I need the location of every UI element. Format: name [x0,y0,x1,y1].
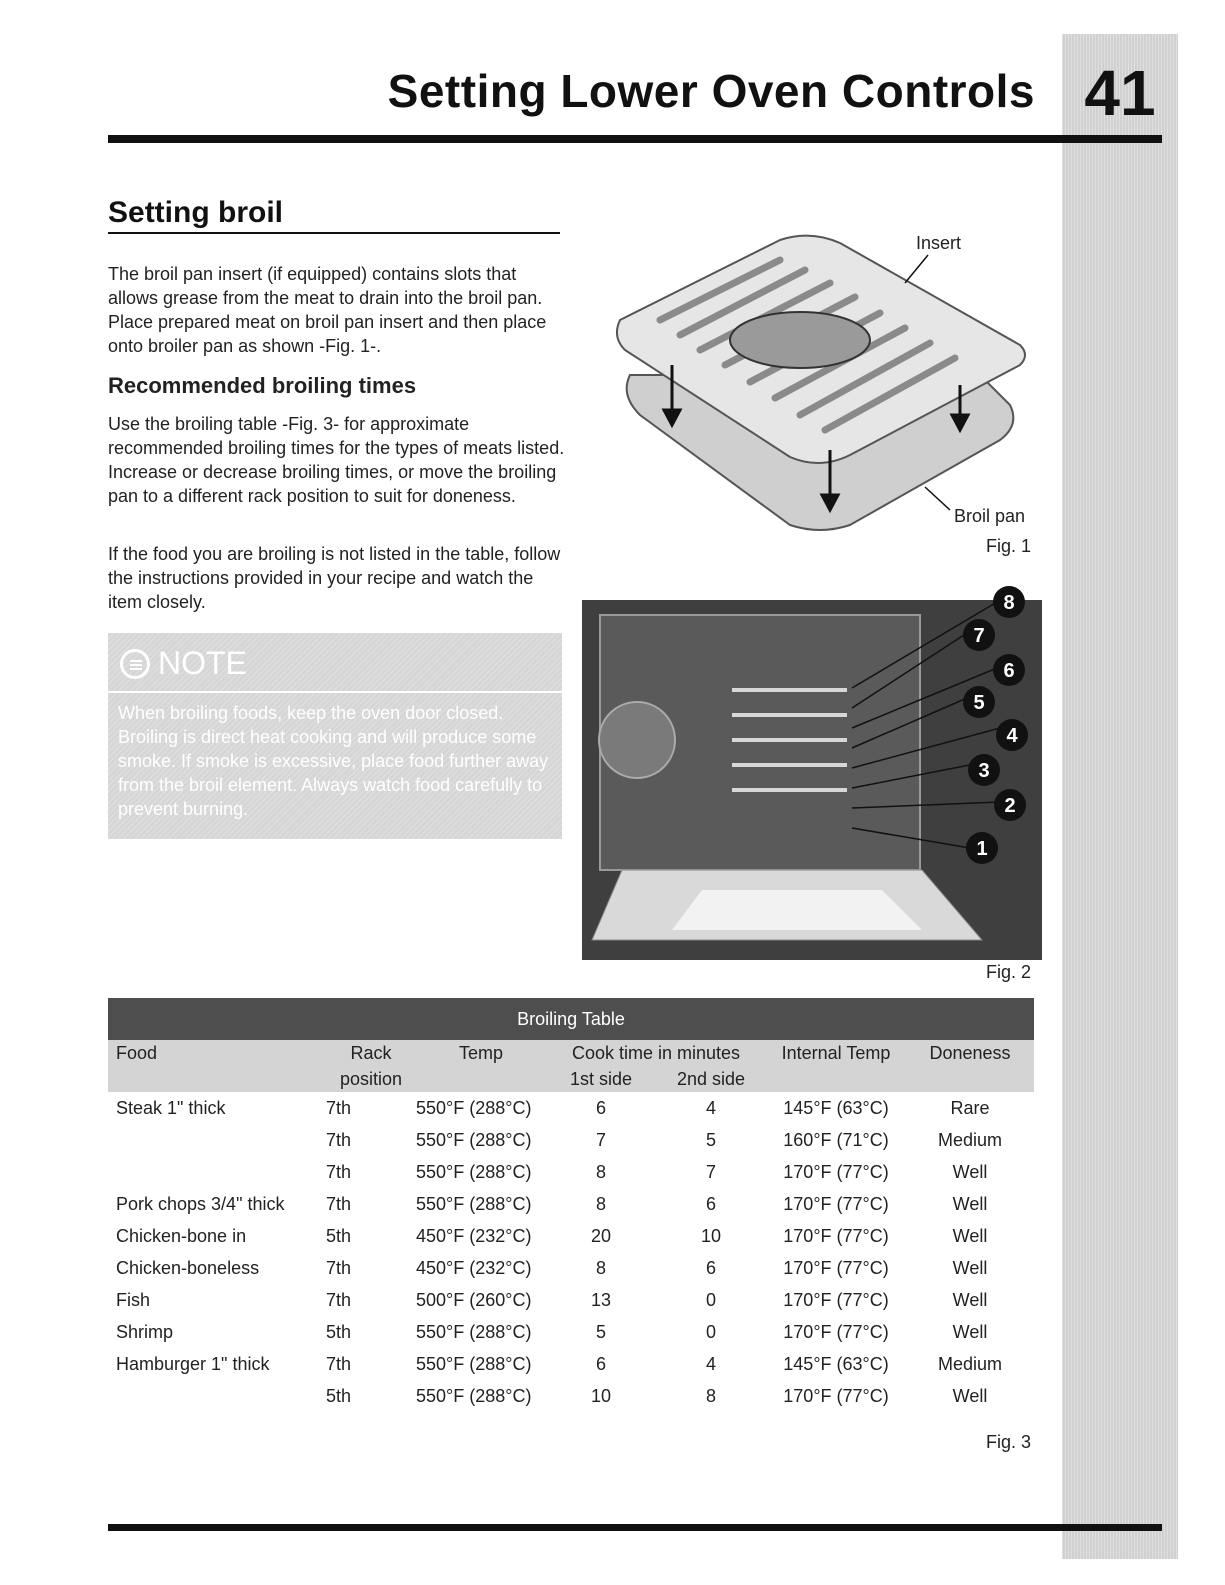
table-row [108,1188,1034,1220]
note-separator [108,691,562,693]
table-cell-internal: 160°F (71°C) [783,1129,889,1150]
table-cell-temp: 550°F (288°C) [416,1129,532,1150]
table-cell-doneness: Well [952,1385,988,1406]
table-row [108,1156,1034,1188]
table-cell-first: 13 [590,1289,612,1310]
rack-number: 2 [1004,795,1016,817]
table-cell-food: Chicken-bone in [116,1225,247,1246]
table-cell-temp: 550°F (288°C) [416,1193,532,1214]
table-cell-first: 10 [590,1385,612,1406]
table-cell-rack: 7th [326,1097,352,1118]
insert-leader [905,255,928,283]
table-cell-rack: 5th [326,1225,352,1246]
table-cell-temp: 450°F (232°C) [416,1257,532,1278]
table-row [108,1284,1034,1316]
door-window [672,890,922,930]
table-cell-temp: 550°F (288°C) [416,1321,532,1342]
table-cell-food: Fish [116,1289,151,1310]
table-cell-doneness: Well [952,1161,988,1182]
rack-number: 1 [976,838,988,860]
rack-number: 5 [973,692,985,714]
section-title: Setting broil [108,196,283,229]
table-cell-temp: 550°F (288°C) [416,1353,532,1374]
table-cell-internal: 170°F (77°C) [783,1289,889,1310]
table-cell-first: 6 [595,1097,606,1118]
table-cell-food [108,1124,326,1156]
table-cell-temp: 550°F (288°C) [416,1097,532,1118]
table-header-row [108,1040,1034,1092]
table-cell-internal: 170°F (77°C) [783,1193,889,1214]
table-cell-rack: 7th [326,1193,352,1214]
table-cell-rack: 7th [326,1161,352,1182]
header-food: Food [108,1040,326,1092]
rack-number: 7 [973,625,985,647]
header-rack: Rack position [326,1040,416,1092]
table-cell-doneness: Medium [937,1129,1003,1150]
rack-number: 3 [978,760,990,782]
header-doneness: Doneness [906,1040,1034,1092]
not-listed-paragraph: If the food you are broiling is not listed in the table, follow the instructions provided in your recipe and watch the item closely. [108,544,561,612]
table-cell-second: 4 [705,1097,716,1118]
table-cell-doneness: Well [952,1257,988,1278]
table-cell-internal: 170°F (77°C) [783,1257,889,1278]
subheading: Recommended broiling times [108,373,417,398]
table-cell-second: 6 [705,1257,716,1278]
table-row [108,1252,1034,1284]
convection-fan [599,702,675,778]
table-cell-first: 20 [590,1225,612,1246]
broiling-paragraph: Use the broiling table -Fig. 3- for approximate recommended broiling times for the types of meats listed. Increase or decrease broiling times, or move the broiling pan to a different rack position to suit for doneness. [108,414,565,506]
table-cell-first: 8 [595,1161,606,1182]
broil-pan-label: Broil pan [954,506,1026,526]
header-internal-temp: Internal Temp [766,1040,906,1092]
table-cell-second: 0 [705,1321,716,1342]
intro-paragraph: The broil pan insert (if equipped) contains slots that allows grease from the meat to drain into the broil pan. Place prepared meat on broil pan insert and then place onto broiler pan as shown -Fig. 1-. [108,264,547,356]
table-cell-temp: 550°F (288°C) [416,1385,532,1406]
table-cell-doneness: Well [952,1225,988,1246]
table-cell-second: 7 [705,1161,716,1182]
table-cell-food [108,1156,326,1188]
table-cell-internal: 170°F (77°C) [783,1321,889,1342]
rack-number: 4 [1006,725,1018,747]
table-cell-internal: 145°F (63°C) [783,1353,889,1374]
table-cell-food: Pork chops 3/4" thick [116,1193,285,1214]
broiling-table-grid [108,1040,1034,1412]
table-cell-temp: 550°F (288°C) [416,1161,532,1182]
broil-pan-illustration [600,225,1040,535]
broil-pan-leader [925,487,950,510]
table-cell-second: 4 [705,1353,716,1374]
footer-rule [108,1524,1162,1531]
table-cell-rack: 5th [326,1321,352,1342]
table-cell-rack: 7th [326,1129,352,1150]
table-cell-temp: 500°F (260°C) [416,1289,532,1310]
note-icon [120,649,150,679]
table-row [108,1124,1034,1156]
table-cell-second: 6 [705,1193,716,1214]
side-tab [1062,34,1178,1559]
table-cell-first: 5 [595,1321,606,1342]
rack-number: 8 [1003,592,1015,614]
header-temp: Temp [416,1040,546,1092]
table-cell-rack: 7th [326,1289,352,1310]
table-cell-second: 10 [700,1225,722,1246]
table-cell-temp: 450°F (232°C) [416,1225,532,1246]
broiling-table [108,998,1034,1412]
table-cell-doneness: Well [952,1321,988,1342]
table-row [108,1316,1034,1348]
table-cell-doneness: Rare [950,1097,990,1118]
note-heading-text: NOTE [158,645,247,681]
table-cell-rack: 7th [326,1353,352,1374]
header-cook-time: Cook time in minutes 1st side 2nd side [546,1040,766,1092]
page-number: 41 [1084,57,1156,129]
table-row [108,1092,1034,1124]
table-cell-second: 5 [705,1129,716,1150]
table-cell-food: Steak 1" thick [116,1097,226,1118]
table-cell-food [108,1380,326,1412]
table-cell-rack: 5th [326,1385,352,1406]
meat-shape [730,312,870,368]
section-rule [108,232,560,234]
table-cell-internal: 170°F (77°C) [783,1225,889,1246]
table-cell-first: 6 [595,1353,606,1374]
fig3-caption: Fig. 3 [986,1432,1032,1452]
table-cell-food: Hamburger 1" thick [116,1353,270,1374]
table-title: Broiling Table [108,998,1034,1040]
table-row [108,1348,1034,1380]
note-heading [120,645,247,682]
table-cell-rack: 7th [326,1257,352,1278]
table-row [108,1220,1034,1252]
note-text: When broiling foods, keep the oven door closed. Broiling is direct heat cooking and will produce some smoke. If smoke is excessive, place food further away from the broil element. Always watch food carefully to prevent burning. [118,703,549,819]
table-cell-first: 7 [595,1129,606,1150]
table-cell-doneness: Medium [937,1353,1003,1374]
rack-number: 6 [1003,660,1015,682]
oven-rack-positions-illustration [582,580,1042,960]
fig1-caption: Fig. 1 [986,536,1032,556]
table-cell-food: Shrimp [116,1321,174,1342]
table-cell-food: Chicken-boneless [116,1257,260,1278]
table-cell-internal: 170°F (77°C) [783,1161,889,1182]
table-cell-second: 0 [705,1289,716,1310]
table-row [108,1380,1034,1412]
header-rule [108,135,1162,143]
page-title: Setting Lower Oven Controls [387,65,1035,117]
table-cell-first: 8 [595,1193,606,1214]
fig2-caption: Fig. 2 [986,962,1032,982]
table-cell-doneness: Well [952,1193,988,1214]
insert-label: Insert [916,233,962,253]
table-cell-internal: 145°F (63°C) [783,1097,889,1118]
table-cell-internal: 170°F (77°C) [783,1385,889,1406]
table-cell-first: 8 [595,1257,606,1278]
table-cell-doneness: Well [952,1289,988,1310]
table-cell-second: 8 [705,1385,716,1406]
note-box [108,633,562,839]
